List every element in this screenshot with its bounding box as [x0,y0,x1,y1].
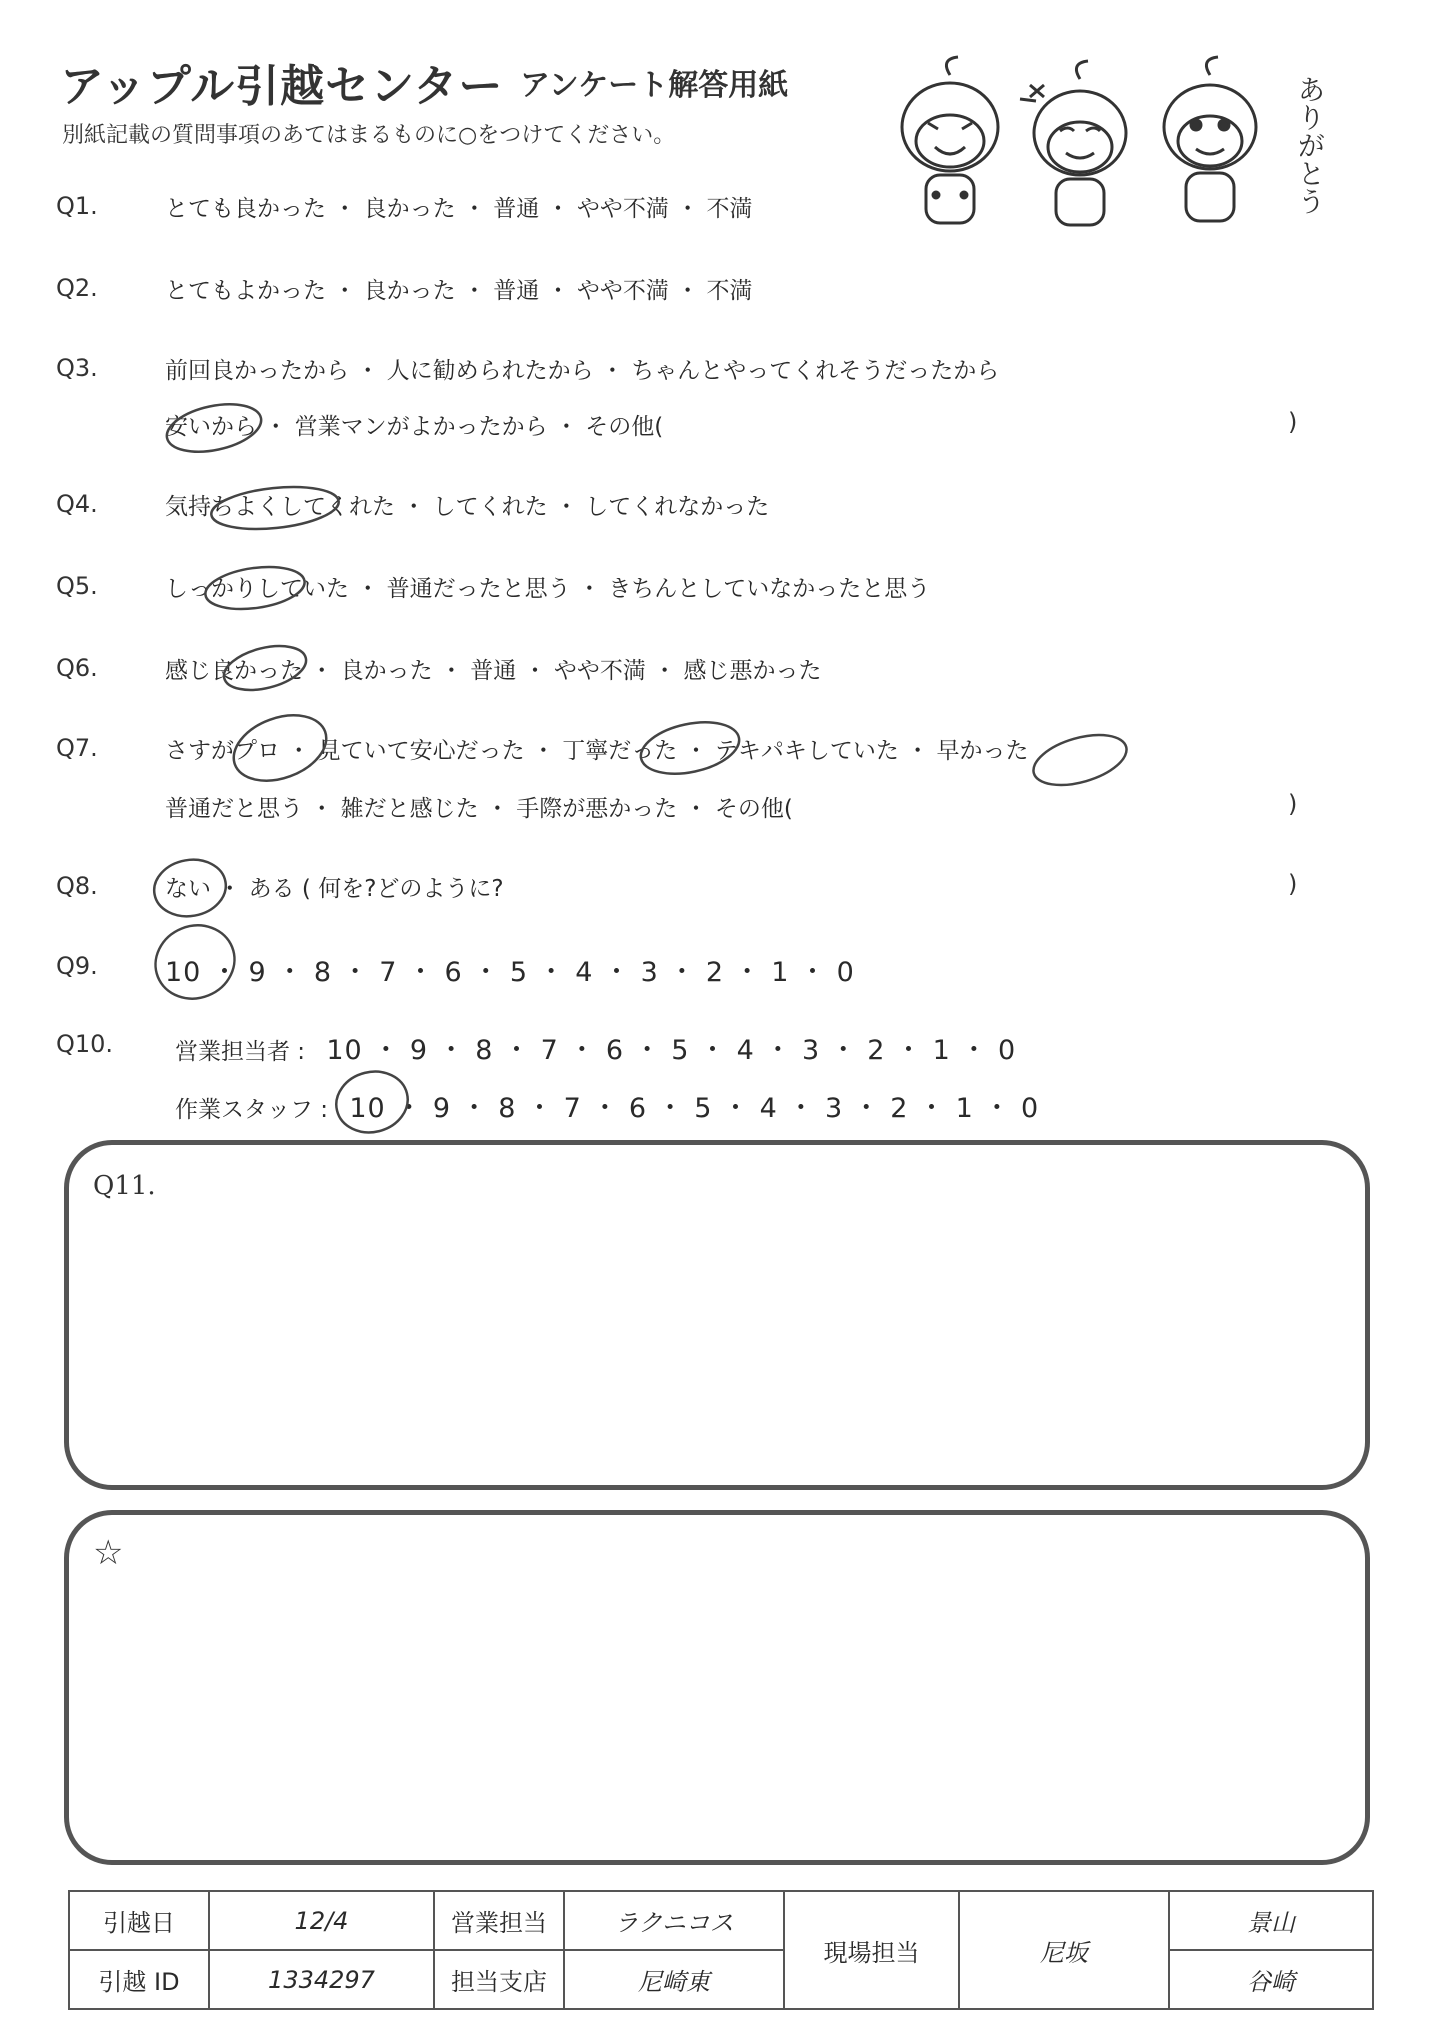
q3-options[interactable]: 前回良かったから ・ 人に勧められたから ・ ちゃんとやってくれそうだったから [165,358,1000,384]
move-id-label: 引越 ID [69,1950,209,2009]
q10-staff-label: 作業スタッフ : [175,1097,329,1123]
q5-options[interactable]: しっかりしていた ・ 普通だったと思う ・ きちんとしていなかったと思う [165,576,931,602]
q8-label: Q8. [56,872,98,900]
site-rep-value-1[interactable]: 尼坂 [959,1891,1169,2009]
q8-options[interactable]: ない ・ ある ( 何を?どのように? [165,876,504,902]
q3-label: Q3. [56,354,98,382]
move-info-table [68,1890,1374,2010]
q10-sales-label: 営業担当者 : [175,1039,306,1065]
monkey-icon [1020,61,1126,225]
q9-options[interactable]: 10 ・ 9 ・ 8 ・ 7 ・ 6 ・ 5 ・ 4 ・ 3 ・ 2 ・ 1 ・ 0 [165,957,855,988]
q10-label: Q10. [56,1030,114,1058]
monkey-icon [902,57,998,223]
move-date-value[interactable]: 12/4 [209,1891,434,1950]
brand-title: アップル引越センター [60,61,504,112]
q11-comment-box[interactable] [64,1140,1370,1490]
branch-label: 担当支店 [434,1950,564,2009]
q10-sales-scale[interactable]: 10 ・ 9 ・ 8 ・ 7 ・ 6 ・ 5 ・ 4 ・ 3 ・ 2 ・ 1 ・ 0 [326,1035,1017,1066]
instruction-text: 別紙記載の質問事項のあてはまるものに○をつけてください。 [62,123,676,148]
move-date-label: 引越日 [69,1891,209,1950]
q4-options[interactable]: 気持ちよくしてくれた ・ してくれた ・ してくれなかった [165,494,770,520]
q10-sales-row [175,1028,1016,1067]
q1-options[interactable]: とても良かった ・ 良かった ・ 普通 ・ やや不満 ・ 不満 [165,196,753,222]
form-title: アンケート解答用紙 [520,68,789,103]
q7-label: Q7. [56,734,98,762]
q10-staff-scale[interactable]: 10 ・ 9 ・ 8 ・ 7 ・ 6 ・ 5 ・ 4 ・ 3 ・ 2 ・ 1 ・ 0 [349,1093,1040,1124]
q4-label: Q4. [56,490,98,518]
close-paren: ) [1288,408,1298,436]
monkey-icon [1164,57,1256,221]
branch-value[interactable]: 尼崎東 [564,1950,784,2009]
q7-options[interactable]: さすがプロ ・ 見ていて安心だった ・ 丁寧だった ・ テキパキしていた ・ 早かった [165,738,1029,764]
close-paren: ) [1288,870,1298,898]
site-rep-label: 現場担当 [784,1891,959,2009]
q11-label: Q11. [93,1171,156,1201]
close-paren: ) [1288,790,1298,818]
site-rep-value-3[interactable]: 谷崎 [1169,1950,1373,2009]
star-icon: ☆ [93,1533,124,1573]
thanks-text: ありがとう [1293,75,1327,215]
sales-rep-label: 営業担当 [434,1891,564,1950]
answer-circle [1028,726,1132,795]
star-comment-box[interactable] [64,1510,1370,1865]
q9-label: Q9. [56,952,98,980]
q7-options[interactable]: 普通だと思う ・ 雑だと感じた ・ 手際が悪かった ・ その他( [165,796,793,822]
q5-label: Q5. [56,572,98,600]
q1-label: Q1. [56,192,98,220]
move-id-value[interactable]: 1334297 [209,1950,434,2009]
site-rep-value-2[interactable]: 景山 [1169,1891,1373,1950]
q6-label: Q6. [56,654,98,682]
q10-staff-row [175,1086,1039,1125]
q2-options[interactable]: とてもよかった ・ 良かった ・ 普通 ・ やや不満 ・ 不満 [165,278,753,304]
mascot-illustration [880,55,1360,245]
sales-rep-value[interactable]: ラクニコス [564,1891,784,1950]
q2-label: Q2. [56,274,98,302]
q6-options[interactable]: 感じ良かった ・ 良かった ・ 普通 ・ やや不満 ・ 感じ悪かった [165,658,822,684]
q3-options[interactable]: 安いから ・ 営業マンがよかったから ・ その他( [165,414,664,440]
